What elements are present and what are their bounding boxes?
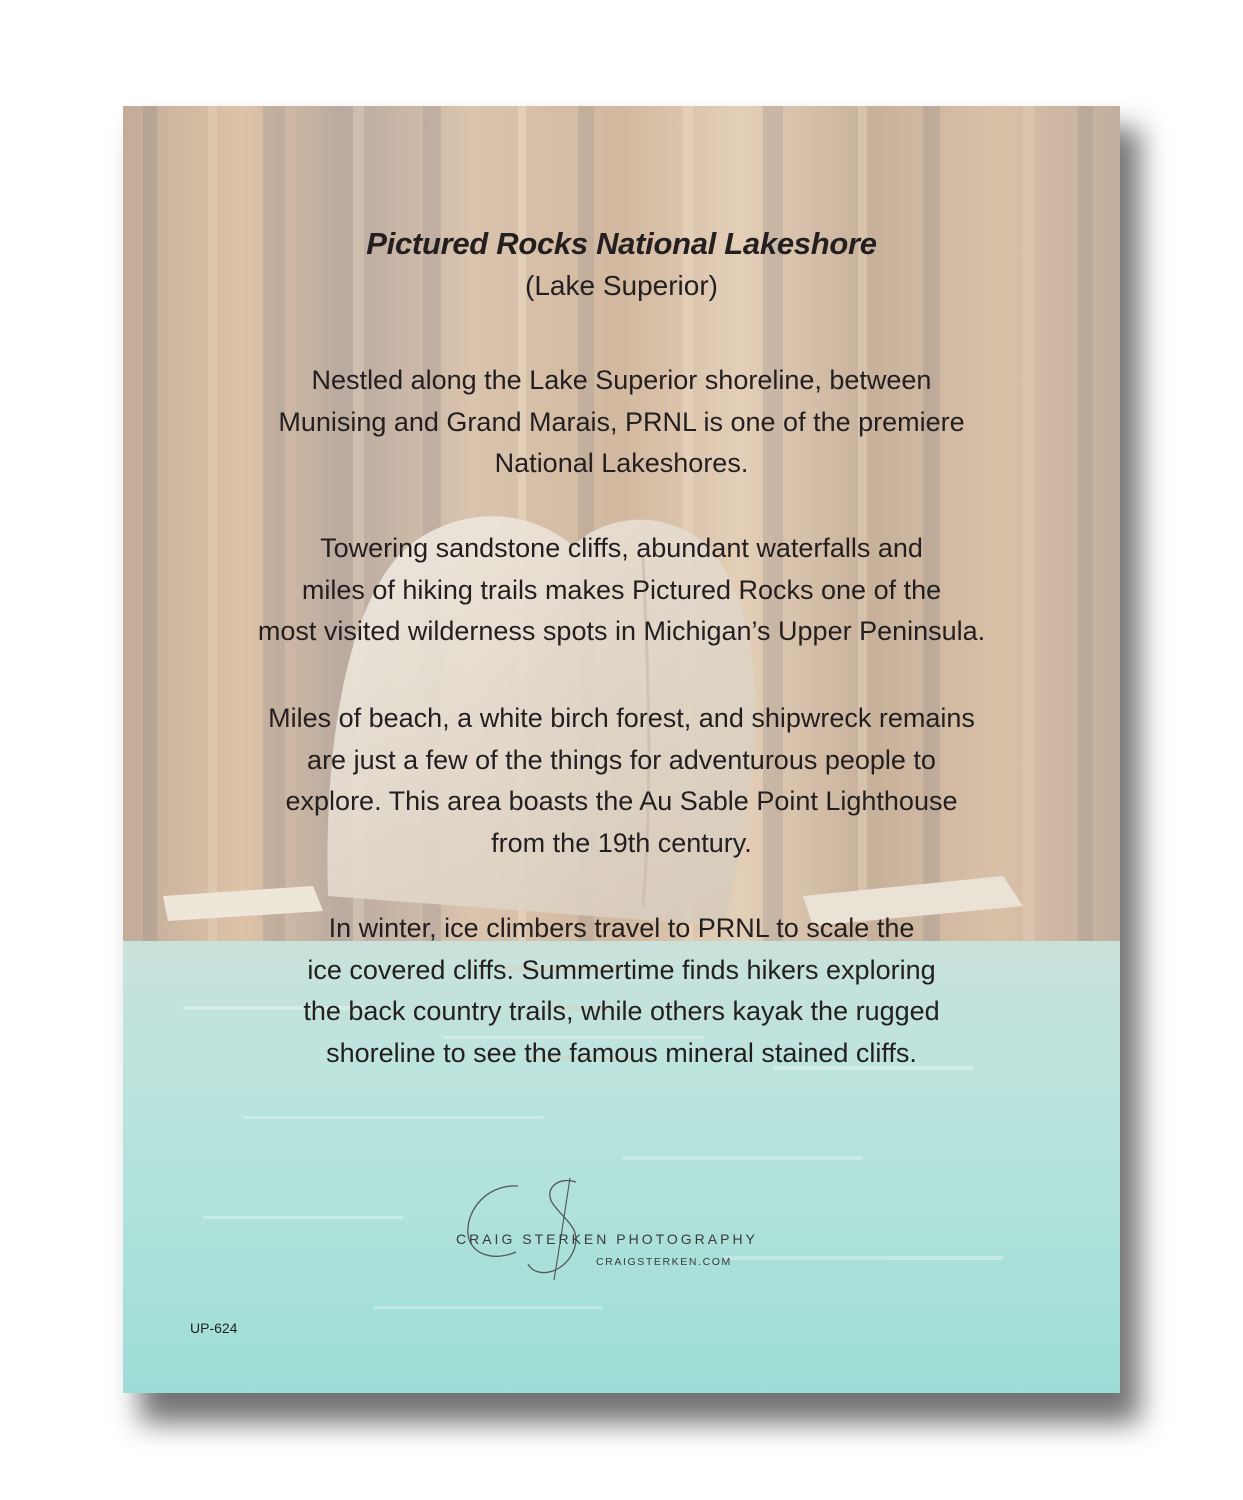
paragraph-line: the back country trails, while others kayak the rugged [303, 996, 940, 1026]
product-code: UP-624 [190, 1320, 238, 1336]
paragraph-line: Miles of beach, a white birch forest, and shipwreck remains [268, 703, 975, 733]
paragraph-line: miles of hiking trails makes Pictured Rocks one of the [301, 574, 942, 605]
brand-website: CRAIGSTERKEN.COM [596, 1256, 732, 1268]
paragraph-line: explore. This area boasts the Au Sable Point Lighthouse [285, 786, 958, 816]
paragraph-line: Munising and Grand Marais, PRNL is one of the premiere [278, 406, 965, 437]
paragraph-line: from the 19th century. [491, 827, 752, 858]
card-content [123, 106, 1120, 1393]
paragraph-line: are just a few of the things for adventurous people to [307, 744, 936, 775]
paragraph-line: National Lakeshores. [494, 448, 749, 478]
paragraph-line: shoreline to see the famous mineral stained cliffs. [326, 1037, 917, 1068]
paragraph-line: most visited wilderness spots in Michigan’s Upper Peninsula. [257, 616, 986, 646]
paragraph-line: In winter, ice climbers travel to PRNL to scale the [328, 913, 915, 943]
paragraph-line: Nestled along the Lake Superior shoreline, between [311, 365, 932, 395]
brand-name: CRAIG STERKEN PHOTOGRAPHY [456, 1231, 758, 1247]
paragraph-location [163, 360, 1080, 485]
paragraph-attractions [163, 698, 1080, 864]
paragraph-seasons [163, 908, 1080, 1074]
info-card [123, 106, 1120, 1393]
paragraph-features [163, 528, 1080, 653]
paragraph-line: ice covered cliffs. Summertime finds hikers exploring [307, 954, 936, 985]
cs-signature-logo [458, 1174, 608, 1284]
card-title: Pictured Rocks National Lakeshore [366, 226, 877, 261]
paragraph-line: Towering sandstone cliffs, abundant waterfalls and [320, 533, 923, 563]
card-subtitle: (Lake Superior) [525, 270, 718, 301]
